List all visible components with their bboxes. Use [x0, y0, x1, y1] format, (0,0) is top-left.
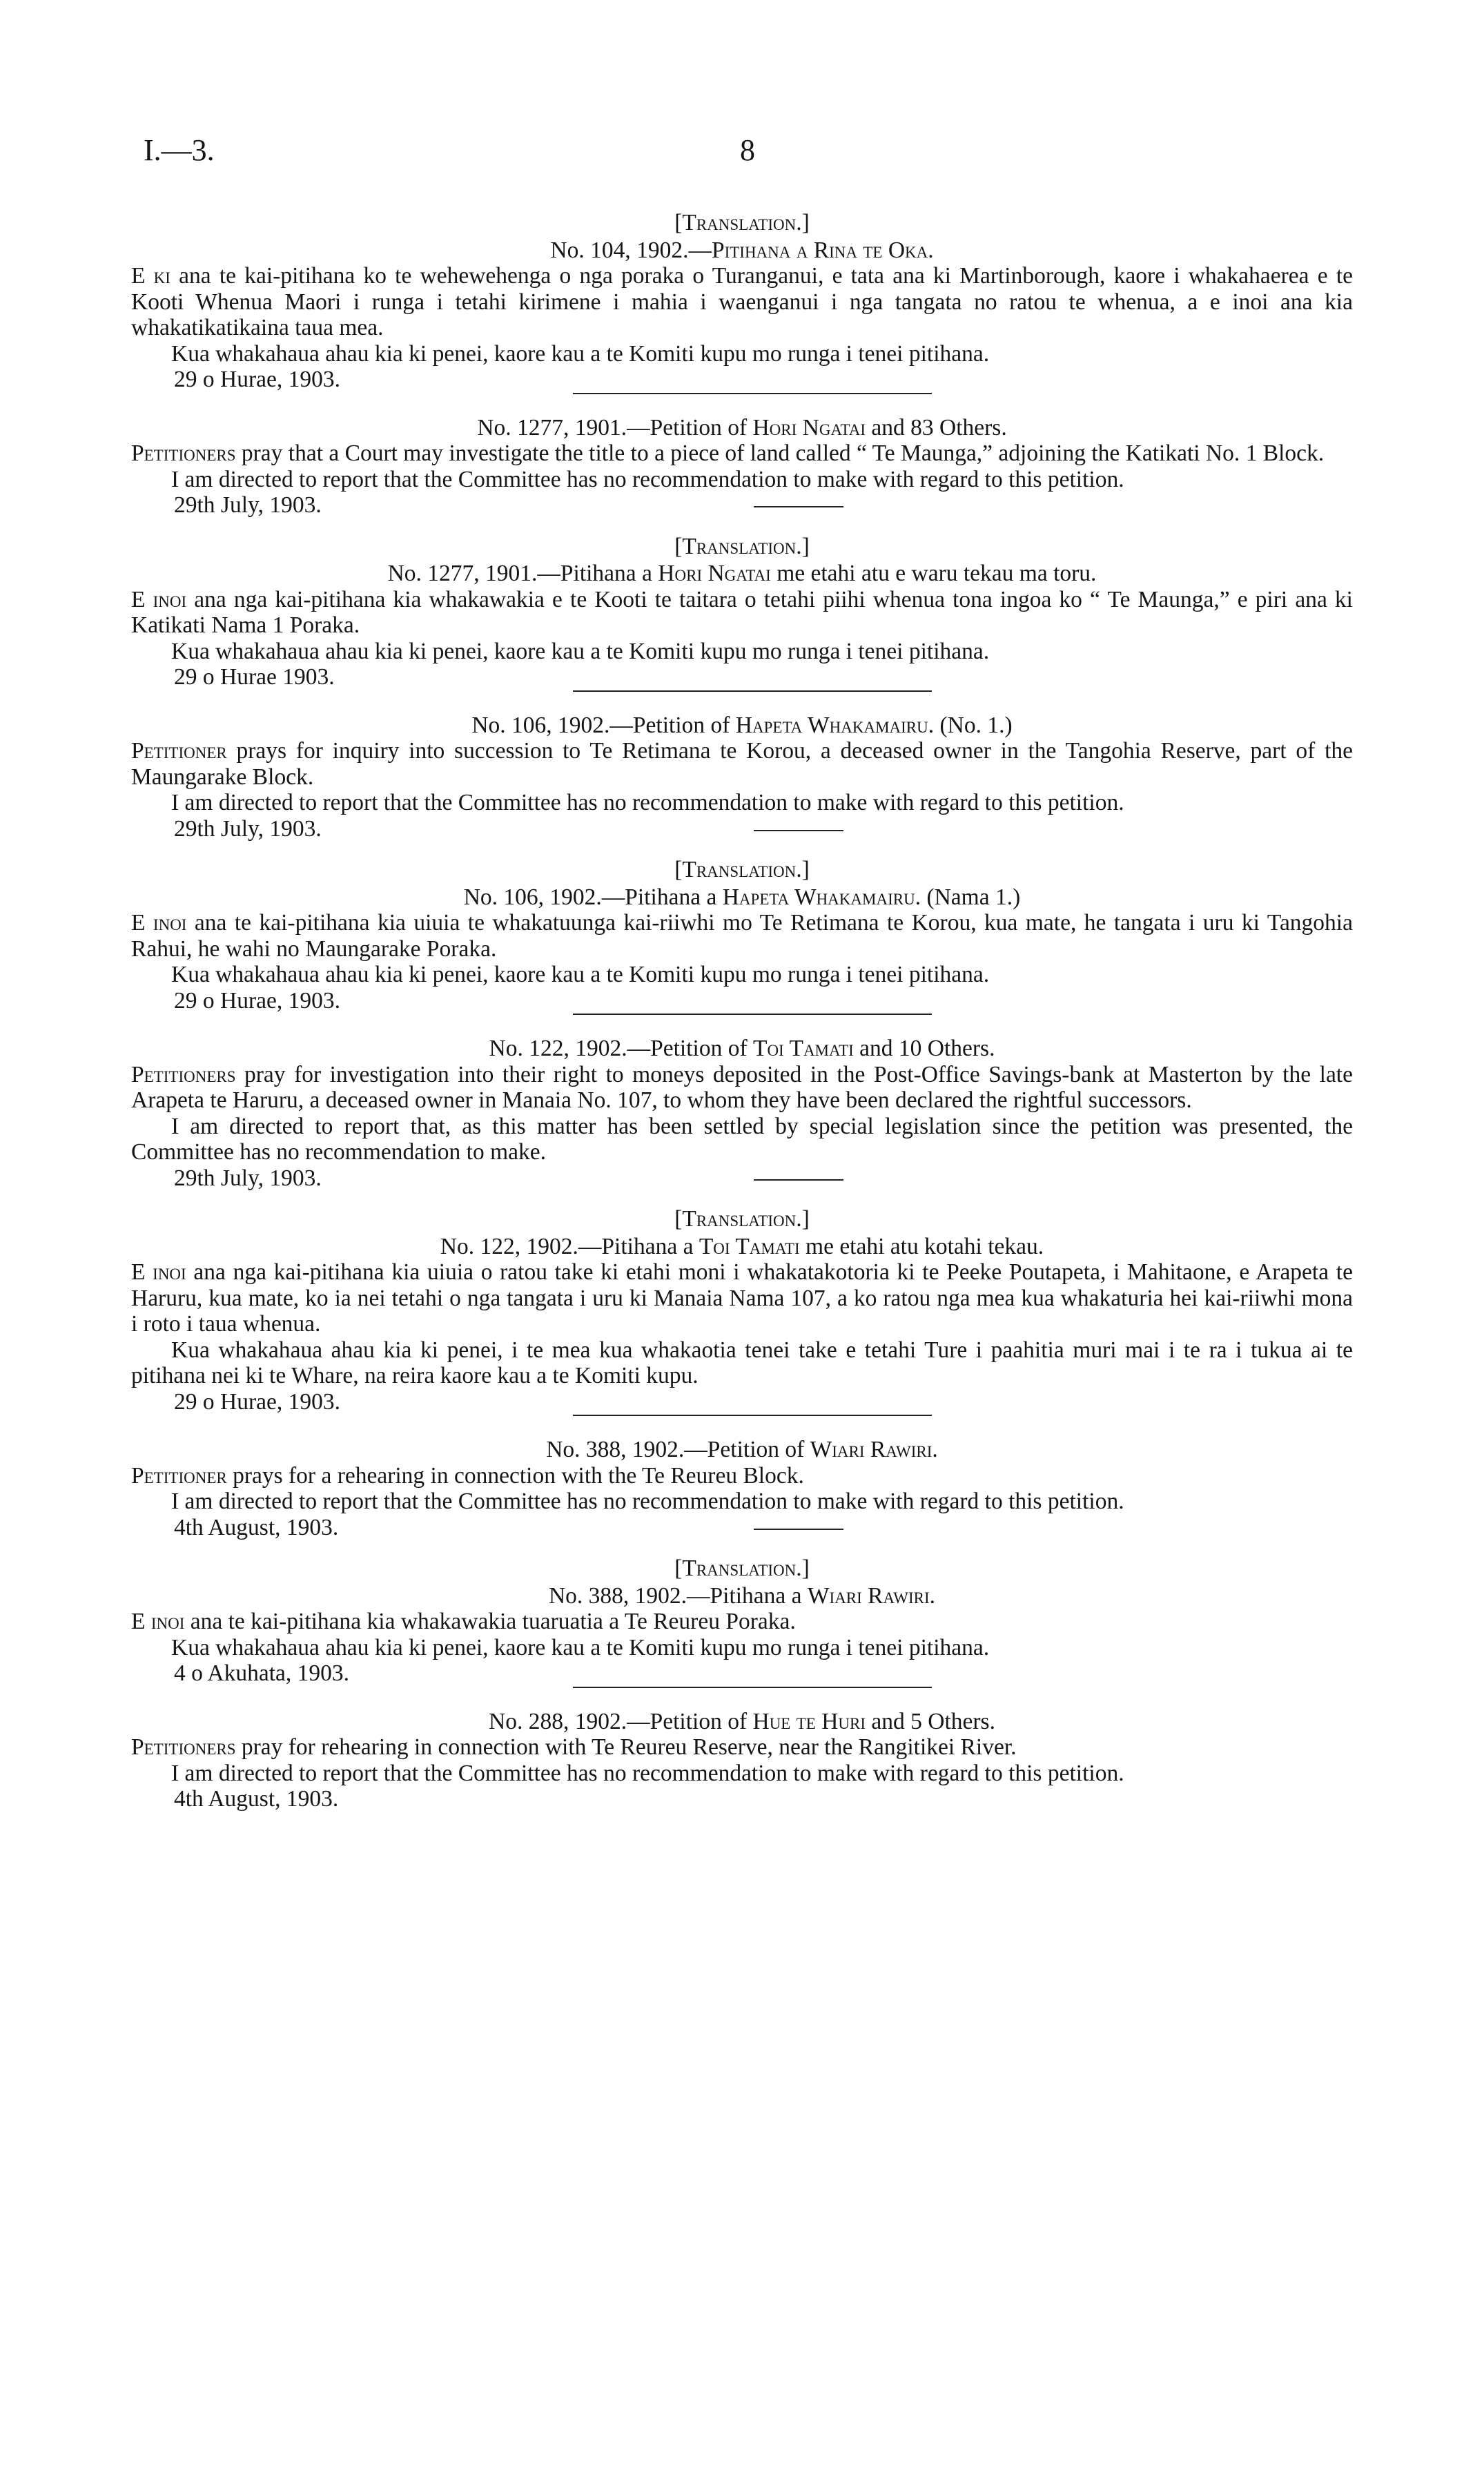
paragraph-lead: Petitioner — [131, 1462, 227, 1489]
paragraph-text: ana te kai-pitihana ko te wehewehenga o nga poraka o Turanganui, e tata ana ki Martinborough, kaore i whakahaerea e te Kooti Whenua Maori i runga i tetahi kirimene i mahia i waenganui i nga tangata no ratou te whenua, a e inoi ana kia whakatikatikaina taua mea. — [131, 263, 1353, 340]
translation-caption: [Translation.] — [674, 1556, 810, 1581]
entry-paragraph — [131, 910, 1353, 962]
entry-heading — [131, 1234, 1353, 1260]
heading-text: me etahi atu e waru tekau ma toru. — [770, 561, 1097, 586]
paragraph-text: I am directed to report that the Committee has no recommendation to make with regard to this petition. — [171, 466, 1124, 492]
paragraph-lead: E inoi — [131, 1609, 185, 1634]
translation-caption: [Translation.] — [674, 210, 810, 235]
petitioner-name: Pitihana a Rina te Oka. — [711, 237, 934, 263]
petitioner-name: Hori Ngatai — [752, 414, 866, 440]
entry-paragraph — [131, 1635, 1353, 1661]
entry-date-line — [174, 1165, 1353, 1192]
heading-text: No. 106, 1902.—Petition of — [471, 712, 736, 738]
heading-text: me etahi atu kotahi tekau. — [799, 1233, 1044, 1259]
entry-paragraph — [131, 1761, 1353, 1787]
entry-paragraph — [131, 440, 1353, 467]
entry-date: 29th July, 1903. — [174, 815, 322, 842]
entry-heading — [131, 238, 1353, 264]
document-body — [131, 207, 1353, 1812]
heading-text: No. 1277, 1901.—Pitihana a — [387, 561, 658, 586]
paragraph-text: Kua whakahaua ahau kia ki penei, kaore kau a te Komiti kupu mo runga i tenei pitihana. — [171, 340, 990, 367]
paragraph-text: I am directed to report that the Committee has no recommendation to make with regard to this petition. — [171, 1760, 1124, 1786]
petitioner-name: Hapeta Whakamairu — [722, 884, 915, 910]
heading-text: No. 104, 1902.— — [550, 237, 712, 263]
entry-paragraph — [131, 962, 1353, 988]
entry-paragraph — [131, 587, 1353, 639]
entry-date: 29 o Hurae 1903. — [174, 664, 335, 690]
paragraph-text: Kua whakahaua ahau kia ki penei, kaore kau a te Komiti kupu mo runga i tenei pitihana. — [171, 638, 990, 664]
heading-text: and 5 Others. — [866, 1708, 995, 1734]
heading-text: No. 106, 1902.—Pitihana a — [463, 884, 723, 910]
petitioner-name: Hapeta Whakamairu — [735, 712, 928, 738]
entry-paragraph — [131, 1062, 1353, 1114]
paragraph-text: pray that a Court may investigate the title to a piece of land called “ Te Maunga,” adjoining the Katikati No. 1 Block. — [235, 440, 1325, 466]
entry-heading — [131, 884, 1353, 911]
heading-text: No. 122, 1902.—Pitihana a — [440, 1233, 699, 1259]
petitioner-name: Toi Tamati — [699, 1233, 800, 1259]
entry-date-line — [174, 492, 1353, 519]
heading-text: No. 122, 1902.—Petition of — [489, 1036, 753, 1061]
translation-caption: [Translation.] — [674, 533, 810, 559]
entry-paragraph — [131, 639, 1353, 665]
paragraph-lead: E inoi — [131, 1259, 186, 1285]
heading-text: . (Nama 1.) — [915, 884, 1021, 910]
paragraph-lead: E ki — [131, 263, 170, 289]
heading-text: . — [932, 1437, 938, 1462]
entry-date: 4th August, 1903. — [174, 1514, 339, 1540]
entry-date: 29th July, 1903. — [174, 1165, 322, 1191]
paragraph-text: Kua whakahaua ahau kia ki penei, kaore kau a te Komiti kupu mo runga i tenei pitihana. — [171, 962, 990, 987]
heading-text: No. 388, 1902.—Pitihana a — [548, 1582, 808, 1609]
entry-date: 29 o Hurae, 1903. — [174, 987, 340, 1014]
entry-paragraph — [131, 1337, 1353, 1389]
page-reference: I.—3. — [144, 133, 215, 167]
entry-date-line — [174, 1515, 1353, 1541]
paragraph-text: I am directed to report that the Committee has no recommendation to make with regard to this petition. — [171, 1489, 1124, 1514]
entry-heading — [131, 415, 1353, 441]
entry-paragraph — [131, 1114, 1353, 1165]
entry-heading — [131, 561, 1353, 587]
entry-paragraph — [131, 1609, 1353, 1635]
heading-text: and 10 Others. — [853, 1036, 995, 1061]
heading-text: No. 288, 1902.—Petition of — [489, 1708, 753, 1734]
entry-heading — [131, 1709, 1353, 1735]
paragraph-text: ana te kai-pitihana kia uiuia te whakatuunga kai-riiwhi mo Te Retimana te Korou, kua mate, he tangata i uru ki Tangohia Rahui, he wahi no Maungarake Poraka. — [131, 910, 1353, 962]
paragraph-text: prays for inquiry into succession to Te Retimana te Korou, a deceased owner in the Tangohia Reserve, part of the Maungarake Block. — [131, 738, 1353, 790]
paragraph-text: pray for investigation into their right to moneys deposited in the Post-Office Savings-bank at Masterton by the late Arapeta te Haruru, a deceased owner in Manaia No. 107, to whom they have been declared the rightful successors. — [131, 1061, 1353, 1113]
entry-date: 29th July, 1903. — [174, 492, 322, 518]
entry-heading — [131, 1583, 1353, 1609]
petitioner-name: Wiari Rawiri — [810, 1437, 933, 1462]
paragraph-lead: Petitioner — [131, 738, 227, 764]
petitioner-name: Wiari Rawiri — [807, 1582, 930, 1609]
entry-heading — [131, 1437, 1353, 1463]
paragraph-lead: E inoi — [131, 586, 187, 612]
running-head — [0, 133, 1484, 181]
entry-date: 4 o Akuhata, 1903. — [174, 1660, 350, 1686]
entry-paragraph — [131, 1734, 1353, 1761]
short-divider — [754, 1179, 843, 1181]
paragraph-lead: Petitioners — [131, 1061, 236, 1087]
paragraph-lead: Petitioners — [131, 1734, 236, 1760]
heading-text: No. 388, 1902.—Petition of — [546, 1437, 810, 1462]
entry-date: 4th August, 1903. — [174, 1786, 339, 1812]
entry-paragraph — [131, 790, 1353, 816]
paragraph-text: pray for rehearing in connection with Te Reureu Reserve, near the Rangitikei River. — [235, 1734, 1017, 1760]
petitioner-name: Hue te Huri — [752, 1708, 866, 1734]
paragraph-lead: Petitioners — [131, 440, 236, 466]
heading-text: . — [929, 1582, 936, 1609]
entry-paragraph — [131, 1489, 1353, 1515]
heading-text: No. 1277, 1901.—Petition of — [477, 414, 753, 440]
paragraph-text: I am directed to report that, as this matter has been settled by special legislation since the petition was presented, the Committee has no recommendation to make. — [131, 1113, 1353, 1165]
paragraph-text: Kua whakahaua ahau kia ki penei, i te mea kua whakaotia tenei take e tetahi Ture i paahitia muri mai i te ra i tukua ai te pitihana nei ki te Whare, na reira kaore kau a te Komiti kupu. — [131, 1337, 1353, 1388]
short-divider — [754, 506, 843, 507]
paragraph-text: ana nga kai-pitihana kia whakawakia e te Kooti te taitara o tetahi piihi whenua tona ingoa ko “ Te Maunga,” e piri ana ki Katikati Nama 1 Poraka. — [131, 586, 1353, 638]
entry-date-line — [174, 816, 1353, 842]
paragraph-text: ana te kai-pitihana kia whakawakia tuaruatia a Te Reureu Poraka. — [184, 1609, 796, 1634]
entry-paragraph — [131, 341, 1353, 367]
short-divider — [754, 830, 843, 831]
entry-heading — [131, 713, 1353, 739]
entry-date: 29 o Hurae, 1903. — [174, 1388, 340, 1415]
paragraph-lead: E inoi — [131, 910, 187, 936]
entry-heading — [131, 1036, 1353, 1062]
petitioner-name: Toi Tamati — [752, 1036, 854, 1061]
entry-paragraph — [131, 1463, 1353, 1489]
translation-caption: [Translation.] — [674, 1206, 810, 1232]
short-divider — [754, 1529, 843, 1530]
heading-text: . (No. 1.) — [928, 712, 1013, 738]
paragraph-text: I am directed to report that the Committee has no recommendation to make with regard to this petition. — [171, 790, 1124, 815]
entry-paragraph — [131, 263, 1353, 341]
entry-date: 29 o Hurae, 1903. — [174, 367, 340, 392]
entry-paragraph — [131, 467, 1353, 493]
paragraph-text: prays for a rehearing in connection with the Te Reureu Block. — [226, 1462, 804, 1489]
entry-paragraph — [131, 1259, 1353, 1337]
translation-caption: [Translation.] — [674, 857, 810, 882]
entry-paragraph — [131, 738, 1353, 790]
paragraph-text: ana nga kai-pitihana kia uiuia o ratou take ki etahi moni i whakatakotoria ki te Peeke Poutapeta, i Mahitaone, e Arapeta te Haruru, kua mate, ko ia nei tetahi o nga tangata i uru ki Manaia Nama 107, a ko ratou nga mea kua whakaturia hei kai-riiwhi mona i roto i taua whenua. — [131, 1259, 1353, 1337]
paragraph-text: Kua whakahaua ahau kia ki penei, kaore kau a te Komiti kupu mo runga i tenei pitihana. — [171, 1634, 990, 1660]
petitioner-name: Hori Ngatai — [658, 561, 771, 586]
heading-text: and 83 Others. — [866, 414, 1007, 440]
page-number: 8 — [740, 133, 755, 167]
